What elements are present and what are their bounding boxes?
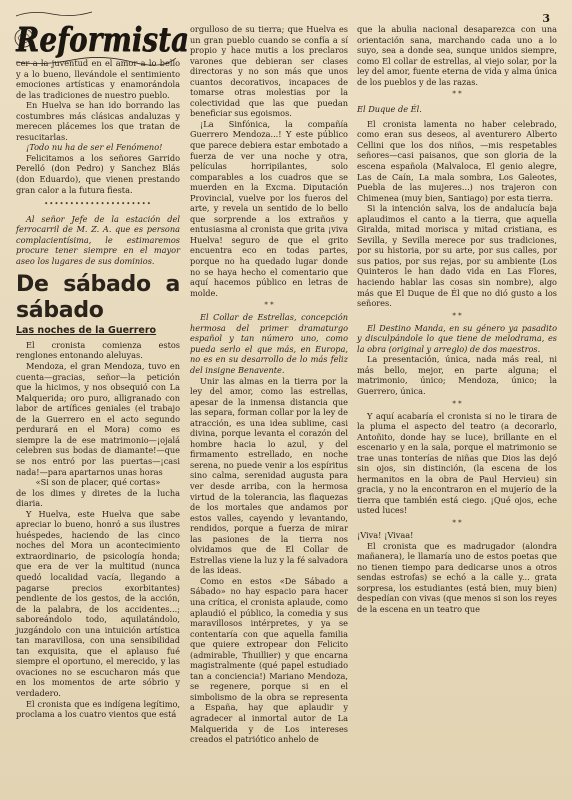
separator-stars: * * <box>452 90 462 99</box>
col1-paragraph-8: de los dimes y diretes de la lucha diaria. <box>16 487 180 509</box>
separator-stars: * * <box>264 301 274 310</box>
page-number: 3 <box>542 12 550 25</box>
col2-paragraph-2: ¡La Sinfónica, la compañía Guerrero Mendoza...! Y este público que parece debiera estar embotado a fuerza de ver una noche y otra, películas horripilantes, solo comparables a los cuadros que se muerden en la Excma. Diputación Provincial, vuelve por los fueros del arte, y revela un sentido de lo bello que sorprende a los extraños y entusiasma al cronista que grita ¡viva Huelva! seguro de que el grito encuentra eco en todas partes, porque no ha quedado lugar donde no se haya hecho el comentario que aquí hacemos público en letras de molde. <box>190 118 348 298</box>
col1-announcement: Al señor Jefe de la estación del ferrocarril de M. Z. A. que es persona complacientísima, le estimaremos procure tener siempre en el mayor aseo los lugares de sus dominios. <box>16 213 180 266</box>
col3-paragraph-2: El cronista lamenta no haber celebrado, como eran sus deseos, al aventurero Alberto Cellini que los dos niños, —mis respetables señores—casi paisanos, que son gloria de la escena española (Malvaloca, El genio alegre, Las de Caín, La mala sombra, Los Galeotes, Puebla de las mujeres...) nos trajeron con Chimenea (muy bien, Santiago) por esta tierra. <box>357 118 557 203</box>
col1-quote: «Si son de placer, qué cortas» <box>35 477 161 488</box>
col3-paragraph-3: Si la intención salva, los de andalucía baja aplaudimos el canto a la tierra, que aquella Giralda, mitad morisca y mitad cristiana, es Sevilla, y Sevilla merece por sus tradiciones, por su historia, por su arte, por sus calles, por sus patios, por sus rejas, por su ambiente (Los Quinteros le han dado vida en Las Flores, haciendo hablar las cosas sin nombre), algo más que El Duque de Él que no dió gusto a los señores. <box>357 203 557 309</box>
masthead-title: Reformista <box>16 20 189 60</box>
separator-stars: * * <box>452 399 462 408</box>
col1-paragraph-9: Y Huelva, este Huelva que sabe apreciar lo bueno, honró a sus ilustres huéspedes, haciendo de las cinco noches del Mora un acontecimiento extraordinario, de psicología honda; que era de ver la multitud (nunca quedó localidad vacía, llegando a pagarse precios exorbitantes) pendiente de los gestos, de la acción, de la palabra, de los accidentes...; saboreándolo todo, aquilatándolo, juzgándolo con una intuición artística tan maravillosa, con una sensibilidad tan exquisita, que el aplauso fué siempre el oportuno, el merecido, y las ovaciones no se escucharon más que en los momentos de arte sóbrio y verdadero. <box>16 508 180 698</box>
col2-paragraph-5: Como en estos «De Sábado a Sábado» no hay espacio para hacer una crítica, el cronista aplaude, como aplaudió el público, la comedia y sus maravillosos intérpretes, y ya se contentaría con que aquella familia que quiere extropear don Felicito (admirable, Thuillier) y que encarna magistralmente (qué papel estudiado tan a conciencia!) Mariano Mendoza, se regenere, porque si en el simbolismo de la obra se representa a España, hay que aplaudir y agradecer al inmortal autor de La Malquerida y de Los intereses creados el patriótico anhelo de <box>190 575 348 745</box>
col1-paragraph-4: Felicitamos a los señores Garrido Perelló (don Pedro) y Sanchez Blás (don Eduardo), que vienen prestando gran calor a la futura fiesta. <box>16 152 180 195</box>
separator-stars: * * <box>452 311 462 320</box>
column-2 <box>190 24 348 745</box>
col2-paragraph-1: orgulloso de su tierra; que Huelva es un gran pueblo cuando se confía a sí propio y hace mutis a los preclaros varones que debieran ser clases directoras y no son más que unos cuantos decorativos, incapaces de tomarse otras molestias por la colectividad que las que puedan beneficiar sus egoismos. <box>190 24 348 119</box>
column-3 <box>357 24 557 614</box>
col1-paragraph-1: cer a la juventud en el amor a lo bello y a lo bueno, llevándole el sentimiento emociones artísticas y enamorándola de las tradiciones de nuestro pueblo. <box>16 58 180 100</box>
column-1 <box>16 58 180 720</box>
col3-paragraph-1: que la abulia nacional desaparezca con una orientación sana, marchando cada uno a lo suyo, sea a donde sea, sunque unidos siempre, como El collar de estrellas, al viejo solar, por la ley del amor, fuente eterna de vida y alma única de los pueblos y de las razas. <box>357 24 557 87</box>
col3-section-3: ¡Viva! ¡Vivaa! <box>357 529 414 540</box>
divider: ••••••••••••••••••••• <box>44 200 152 209</box>
col1-paragraph-2: En Huelva se han ido borrando las costumbres más clásicas andaluzas y merecen plácemes los que tratan de resucitarlas. <box>16 100 180 142</box>
section-subhead: Las noches de la Guerrero <box>16 325 157 337</box>
col2-paragraph-4: Unir las almas en la tierra por la ley del amor, como las estrellas, apesar de la inmensa distancia que las separa, forman collar por la ley de atracción, es una idea sublime, casi divina, porque levanta el corazón del hombre hacia lo azul, y del firmamento estrellado, en noche serena, no puede venir a los espíritus sino calma, serenidad augusta para ver desde arriba, con la hermosa virtud de la tolerancia, las flaquezas de los mortales que andamos por estos valles, cayendo y levantando, rendidos, porque a fuerza de mirar las pasiones de la tierra nos olvidamos que de El Collar de Estrellas viene la luz y la fé salvadora de las ideas. <box>190 375 348 576</box>
col1-paragraph-6: Mendoza, el gran Mendoza, tuvo en cuenta—gracias, señor—la petición que la hicimos, y nos obsequió con La Malquerida; oro puro, alligranado con labor de artífices geniales (el trabajo de la Guerrero en el acto segundo perdurará en el Mora) como es siempre la de ese matrimonio—¡ojalá celebren sus bodas de diamante!—que se nos entró por las puertas—¡casi nada!—para apartarnos unas horas <box>16 361 180 477</box>
col3-paragraph-6: El cronista que es madrugador (alondra mañanera), le llamaría uno de estos poetas que no tienen tiempo para dedicarse unos a otros sendas estrofas) se echó a la calle y... grata sorpresa, los estudiantes (está bien, muy bien) despedían con vivas (que menos si son los reyes de la escena en un teatro que <box>357 540 557 614</box>
col1-paragraph-5: El cronista comienza estos renglones entonando aleluyas. <box>16 339 180 361</box>
col3-section-1: El Duque de Él. <box>357 104 422 115</box>
section-title: De sábado a sábado <box>16 272 180 324</box>
col3-paragraph-4: La presentación, única, nada más real, ni más bello, mejor, en parte alguna; el matrimonio, único; Mendoza, único; la Guerrero, única. <box>357 354 557 396</box>
col1-paragraph-10: El cronista que es indígena legítimo, proclama a los cuatro vientos que está <box>16 698 180 720</box>
col3-paragraph-5: Y aquí acabaría el cronista si no le tirara de la pluma el aspecto del teatro (a decorarlo, Antoñito, donde hay se luce), brillante en el escenario y en la sala, porque el matrimonio se trae unas tonterías de niñas que Dios las dejó sin ojos, sin distinción, (la escena de los hermanitos en la obra de Paul Hervieu) sin gracia, y no la encontraron en el mujerío de la tierra que también está ciego. ¡Qué ojos, eche usted luces! <box>357 410 557 516</box>
separator-stars: * * <box>452 518 462 527</box>
col1-paragraph-3: ¡Todo nu ha de ser el Fenómeno! <box>26 142 163 153</box>
col3-section-2: El Destino Manda, en su género ya pasadito y disculpándole lo que tiene de melodrama, es la obra (original y arreglo) de dos maestros. <box>357 322 557 354</box>
col2-paragraph-3: El Collar de Estrellas, concepción hermosa del primer dramaturgo español y tan número uno, como pueda serlo el que más, en Europa, no es en su desarrollo de lo más feliz del insigne Benavente. <box>190 312 348 375</box>
